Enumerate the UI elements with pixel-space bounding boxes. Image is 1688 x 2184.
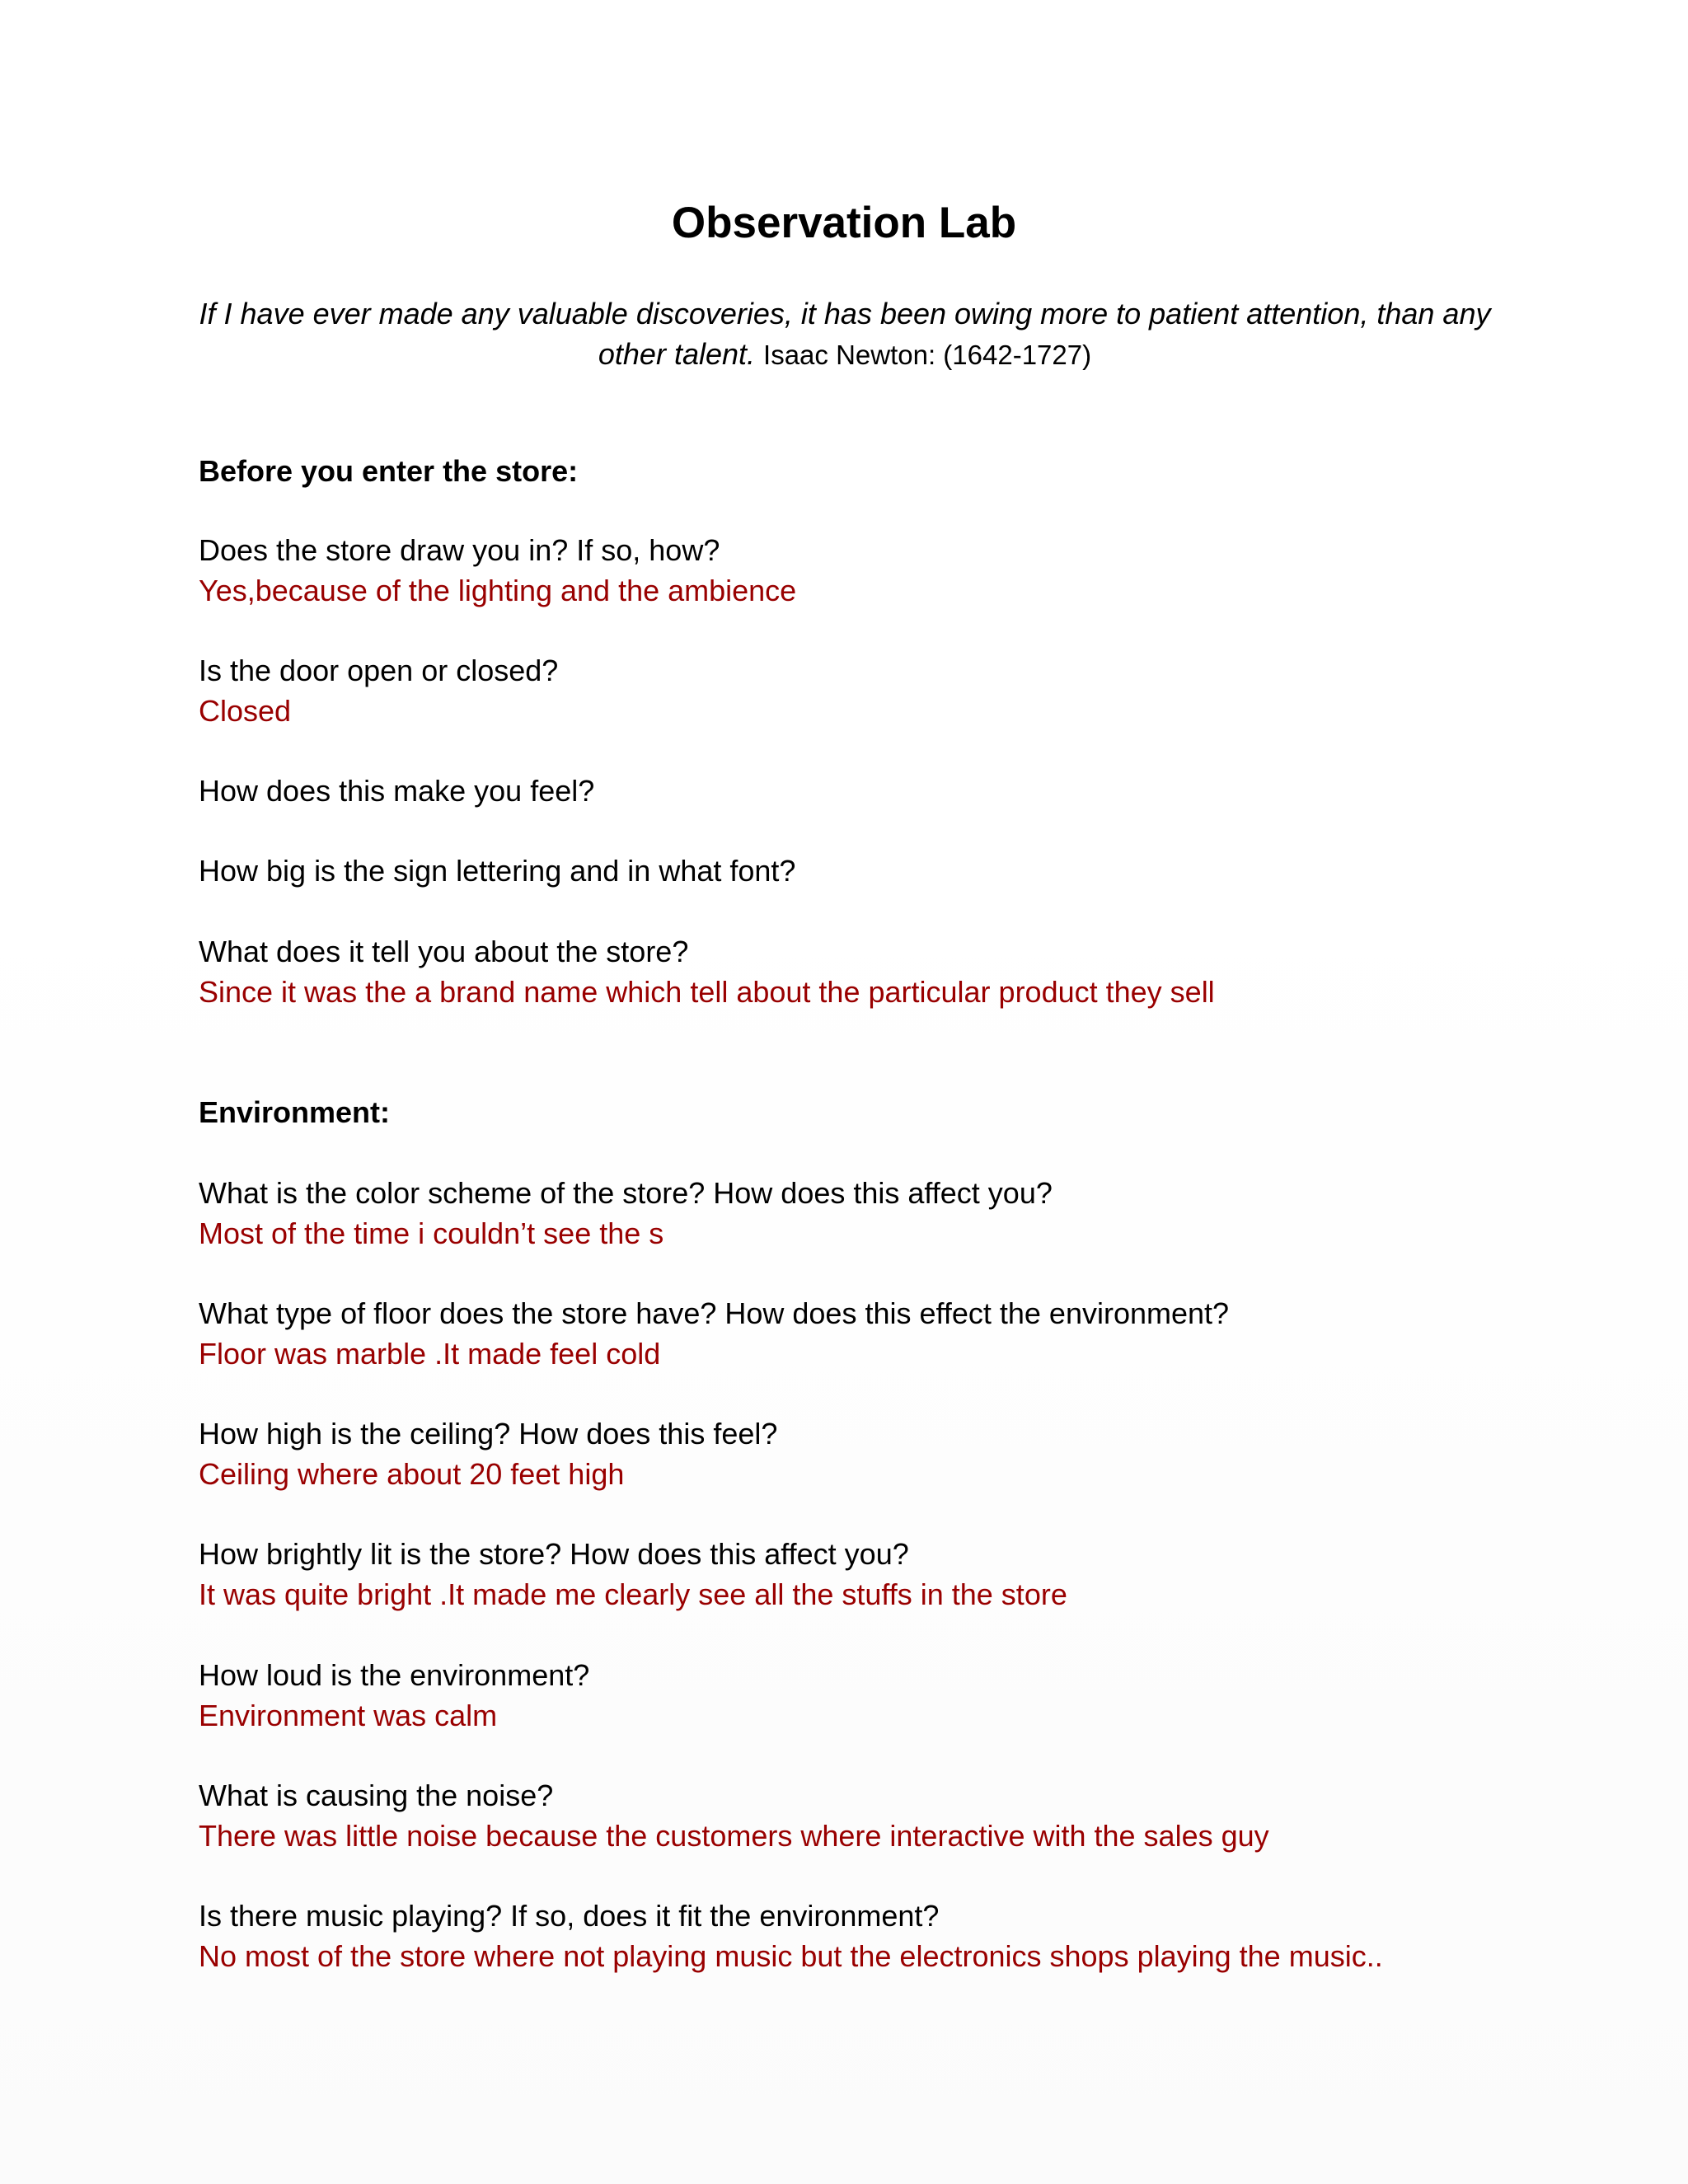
answer-brightness: It was quite bright .It made me clearly see all the stuffs in the store — [199, 1577, 1067, 1611]
section-heading-before-store: Before you enter the store: — [199, 454, 579, 488]
answer-color-scheme: Most of the time i couldn’t see the s — [199, 1216, 664, 1250]
question-music: Is there music playing? If so, does it fit the environment? — [199, 1899, 940, 1933]
answer-tell-about-store: Since it was the a brand name which tell about the particular product they sell — [199, 975, 1215, 1009]
quote-attribution: Isaac Newton: (1642-1727) — [763, 340, 1092, 370]
question-loudness: How loud is the environment? — [199, 1658, 590, 1692]
question-sign-lettering: How big is the sign lettering and in what font? — [199, 854, 796, 888]
answer-noise-cause: There was little noise because the customers where interactive with the sales guy — [199, 1819, 1269, 1853]
document-title: Observation Lab — [671, 199, 1017, 247]
question-color-scheme: What is the color scheme of the store? How does this affect you? — [199, 1176, 1053, 1210]
question-ceiling: How high is the ceiling? How does this feel? — [199, 1417, 778, 1451]
answer-door: Closed — [199, 694, 292, 728]
question-brightness: How brightly lit is the store? How does this affect you? — [199, 1537, 909, 1571]
answer-loudness: Environment was calm — [199, 1699, 498, 1732]
section-heading-environment: Environment: — [199, 1095, 391, 1129]
question-door: Is the door open or closed? — [199, 654, 559, 687]
question-floor: What type of floor does the store have? How does this effect the environment? — [199, 1296, 1230, 1330]
epigraph-quote — [190, 293, 1500, 375]
answer-ceiling: Ceiling where about 20 feet high — [199, 1457, 625, 1491]
answer-floor: Floor was marble .It made feel cold — [199, 1337, 661, 1371]
question-feel: How does this make you feel? — [199, 774, 595, 808]
question-tell-about-store: What does it tell you about the store? — [199, 935, 689, 968]
question-draw-in: Does the store draw you in? If so, how? — [199, 533, 720, 567]
question-noise-cause: What is causing the noise? — [199, 1779, 554, 1812]
answer-draw-in: Yes,because of the lighting and the ambience — [199, 574, 797, 607]
answer-music: No most of the store where not playing music but the electronics shops playing the music.. — [199, 1939, 1383, 1973]
quote-text: If I have ever made any valuable discoveries, it has been owing more to patient attention, than any other talent. — [199, 297, 1491, 371]
